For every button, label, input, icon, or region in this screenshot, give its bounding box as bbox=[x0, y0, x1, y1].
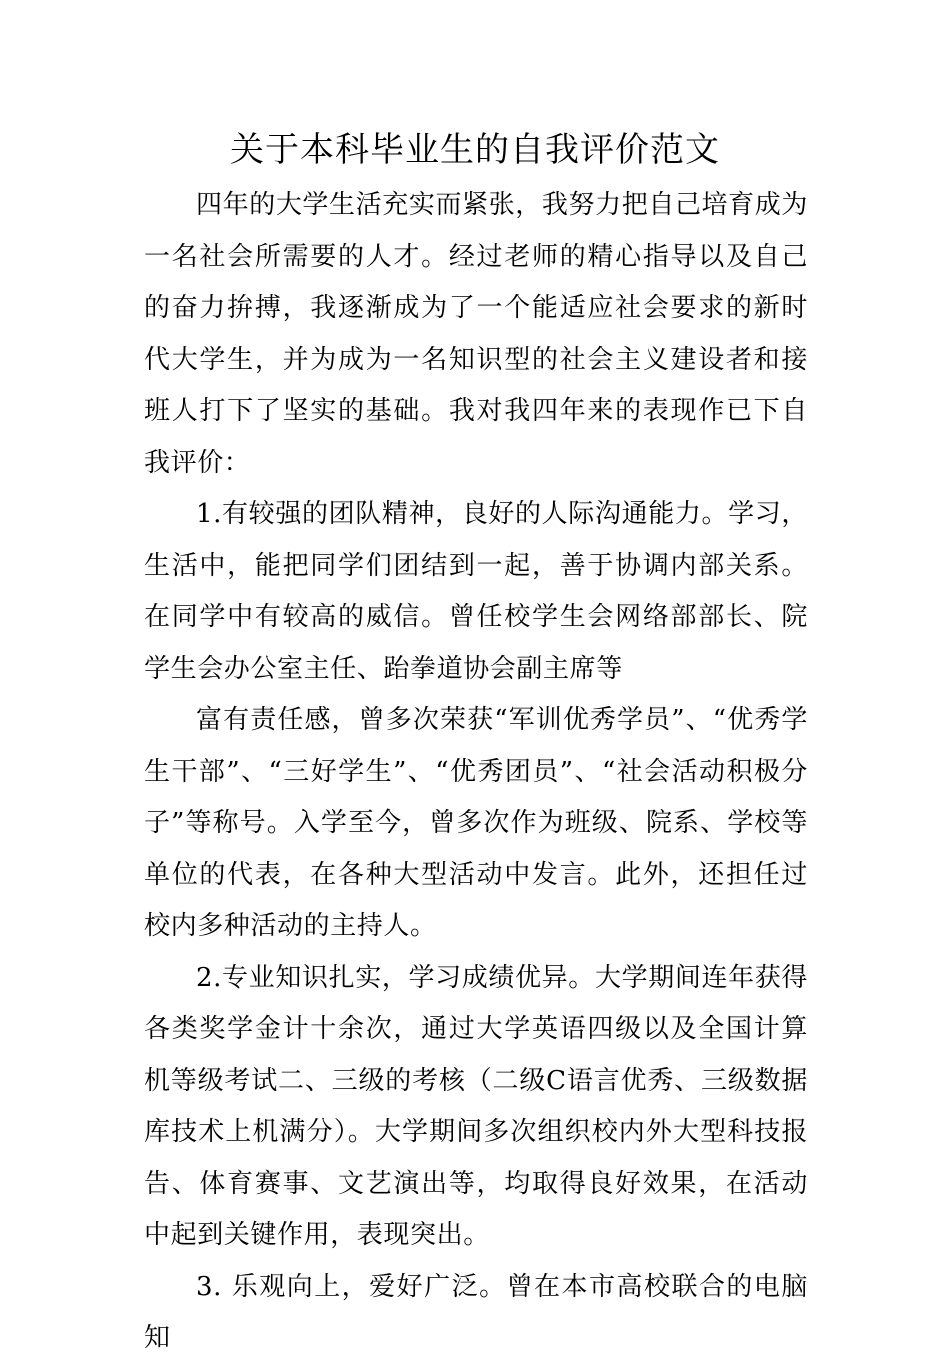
paragraph-honors: 富有责任感，曾多次荣获“军训优秀学员”、“优秀学生干部”、“三好学生”、“优秀团员”、“社会活动积极分子”等称号。入学至今，曾多次作为班级、院系、学校等单位的代表，在各种大型活动中发言。此外，还担任过校内多种活动的主持人。 bbox=[144, 705, 808, 941]
document-title: 关于本科毕业生的自我评价范文 bbox=[230, 130, 720, 170]
paragraph-point-2: 2.专业知识扎实，学习成绩优异。大学期间连年获得各类奖学金计十余次，通过大学英语四级以及全国计算机等级考试二、三级的考核（二级C语言优秀、三级数据库技术上机满分）。大学期间多次组织校内外大型科技报告、体育赛事、文艺演出等，均取得良好效果，在活动中起到关键作用，表现突出。 bbox=[144, 962, 808, 1250]
paragraph-point-3: 3. 乐观向上，爱好广泛。曾在本市高校联合的电脑知 bbox=[144, 1271, 808, 1353]
document-body bbox=[144, 180, 808, 1365]
paragraph-intro: 四年的大学生活充实而紧张，我努力把自己培育成为一名社会所需要的人才。经过老师的精心指导以及自己的奋力拚搏，我逐渐成为了一个能适应社会要求的新时代大学生，并为成为一名知识型的社会主义建设者和接班人打下了坚实的基础。我对我四年来的表现作已下自我评价： bbox=[144, 190, 808, 478]
paragraph-point-1: 1.有较强的团队精神，良好的人际沟通能力。学习，生活中，能把同学们团结到一起，善于协调内部关系。在同学中有较高的威信。曾任校学生会网络部部长、院学生会办公室主任、跆拳道协会副主席等 bbox=[144, 499, 808, 684]
